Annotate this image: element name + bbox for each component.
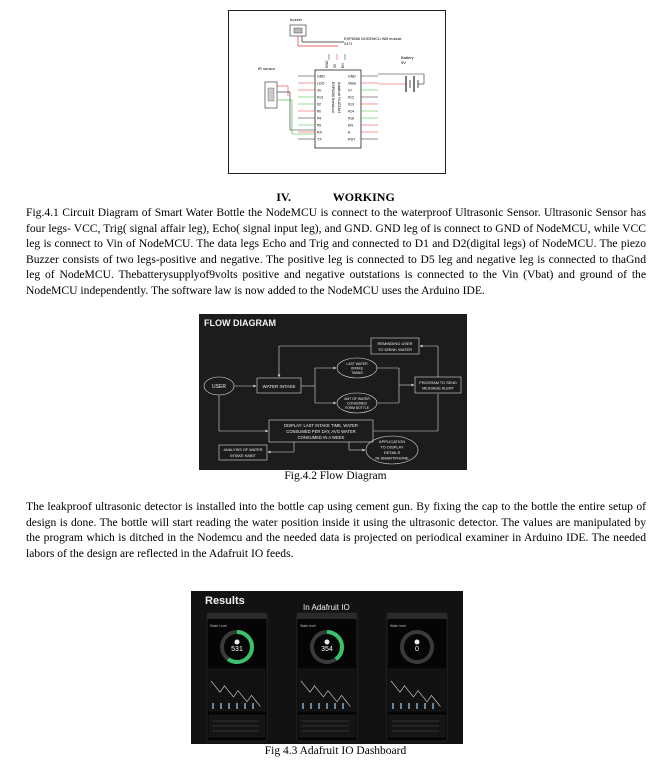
right-pin-label: A — [348, 130, 351, 135]
gauge-value: 0 — [415, 646, 419, 653]
gauge-value: 354 — [321, 646, 333, 653]
results-figure — [191, 591, 463, 744]
gauge-value: 531 — [231, 646, 243, 653]
flow-app-1: APPLICATION — [378, 439, 406, 444]
left-pin-label: #13 — [317, 95, 323, 100]
flow-display-3: CONSUMED IN A WEEK — [297, 435, 345, 440]
right-pin-label: V+ — [348, 88, 353, 93]
module-title: ESP8266 NODEMCU Wifi module — [344, 37, 402, 41]
right-pin-label: VBat — [348, 81, 356, 86]
results-subtitle: In Adafruit IO — [303, 603, 350, 612]
circuit-figure — [228, 10, 446, 174]
chip-label-1: Adafruit HUZZAH — [337, 82, 342, 114]
module-number: 2471 — [344, 42, 353, 46]
droplet-icon — [415, 640, 420, 645]
battery-voltage: 9V — [401, 60, 406, 65]
left-pin-label: GND — [317, 74, 325, 79]
flow-app-4: IN SMARTPHONE — [375, 455, 409, 461]
left-pin-label: LDO — [317, 81, 325, 86]
left-pin-label: #0 — [317, 109, 321, 114]
flow-reminding-2: TO DRINK WATER — [377, 347, 413, 352]
flow-last-2: INTAKE — [351, 366, 363, 371]
section-heading — [0, 190, 671, 205]
flow-program-1: PROGRAM TO SEND — [419, 381, 457, 385]
flow-title: FLOW DIAGRAM — [204, 318, 276, 328]
flow-amt-2: CONSUMED — [347, 401, 367, 406]
flow-diagram-figure — [199, 314, 467, 470]
flow-analysis-1: ANALYSIS OF WATER — [223, 448, 263, 452]
flow-amt-3: FORM BOTTLE — [344, 406, 370, 410]
droplet-icon — [325, 640, 330, 645]
phone-screenshot — [297, 613, 357, 741]
right-pin-label: EN — [348, 123, 353, 128]
section-number: IV. — [276, 190, 291, 204]
top-pin-label: GND — [325, 60, 329, 68]
gauge-label: Water level — [300, 624, 316, 628]
buzzer-label: buzzer — [290, 17, 303, 22]
top-pin-label: EN — [341, 63, 345, 68]
right-pin-label: #14 — [348, 109, 354, 114]
paragraph-2: The leakproof ultrasonic detector is installed into the bottle cap using cement gun. By fixing the cap to the bottle the entire setup of design is done. The bottle will start reading the water position inside it using the ultrasonic detector. The values are manipulated by the program which is ditched in the Nodemcu and the needed data is projected on periodical examiner in Arduino IDE. The needed labors of the design are reflected in the Adafruit IO feeds. — [26, 500, 646, 560]
figure-3-caption: Fig 4.3 Adafruit IO Dashboard — [264, 745, 407, 757]
ir-sensor-label: IR sensor — [258, 66, 276, 71]
flow-user: USER — [212, 384, 226, 390]
flow-reminding-1: REMINDING USER — [377, 341, 413, 346]
flow-water-intake: WATER INTAKE — [262, 384, 296, 389]
flow-display-2: CONSUMED PER DAY, AVG WATER — [286, 429, 356, 434]
right-pin-label: #16 — [348, 116, 354, 121]
gauge-label: Water level — [390, 624, 406, 628]
figure-2-caption: Fig.4.2 Flow Diagram — [284, 470, 387, 482]
paragraph-1: Fig.4.1 Circuit Diagram of Smart Water Bottle the NodeMCU is connect to the waterproof Ultrasonic Sensor. Ultrasonic Sensor has four legs- VCC, Trig( signal affair leg), Echo( signal input leg), and GND. GND leg of is connect to GND of NodeMCU, while VCC leg is connect to Vin of NodeMCU. The data legs Echo and Trig and connected to D1 and D2(digital legs) of NodeMCU. The piezo Buzzer consists of two legs-positive and negative. The positive leg is connected to D5 leg and negative leg is connected to thaGnd leg of NodeMCU. Thebatterysupplyof9volts positive and negative outstations is connected to the Vin (Vbat) and ground of the NodeMCU independently. The software law is now added to the NodeMCU uses the Arduino IDE. — [26, 206, 646, 297]
phone-screenshot — [207, 613, 267, 741]
flow-analysis-2: INTAKE HABIT — [230, 454, 256, 458]
flow-display-1: DISPLAY: LAST INTAKE TIME, WATER — [284, 423, 358, 428]
right-pin-label: #13 — [348, 102, 354, 107]
flow-program-2: MESSAGE ALERT — [422, 386, 454, 391]
left-pin-label: TX — [317, 137, 322, 142]
chip-label-2: ESP8266 Breakout — [331, 82, 335, 113]
flow-app-3: DETAILS — [383, 450, 401, 455]
right-pin-label: RST — [348, 137, 356, 142]
flow-amt-1: AMT OF WATER — [344, 397, 370, 401]
right-pin-label: #12 — [348, 95, 354, 100]
gauge-label: Water Level — [210, 624, 227, 628]
left-pin-label: #4 — [317, 116, 321, 121]
left-pin-label: RX — [317, 130, 322, 135]
flow-last-3: TIMING — [351, 371, 363, 375]
phone-screenshot — [387, 613, 447, 741]
top-pin-label: 3V — [333, 63, 337, 68]
battery-label: Battery — [401, 55, 414, 60]
flow-last-1: LAST WATER — [346, 362, 368, 366]
results-title: Results — [205, 595, 245, 607]
left-pin-label: #5 — [317, 123, 321, 128]
left-pin-label: 3V — [317, 88, 322, 93]
right-pin-label: GND — [348, 74, 356, 79]
droplet-icon — [235, 640, 240, 645]
left-pin-label: #2 — [317, 102, 321, 107]
flow-app-2: TO DISPLAY — [380, 444, 404, 450]
section-title: WORKING — [332, 190, 395, 204]
